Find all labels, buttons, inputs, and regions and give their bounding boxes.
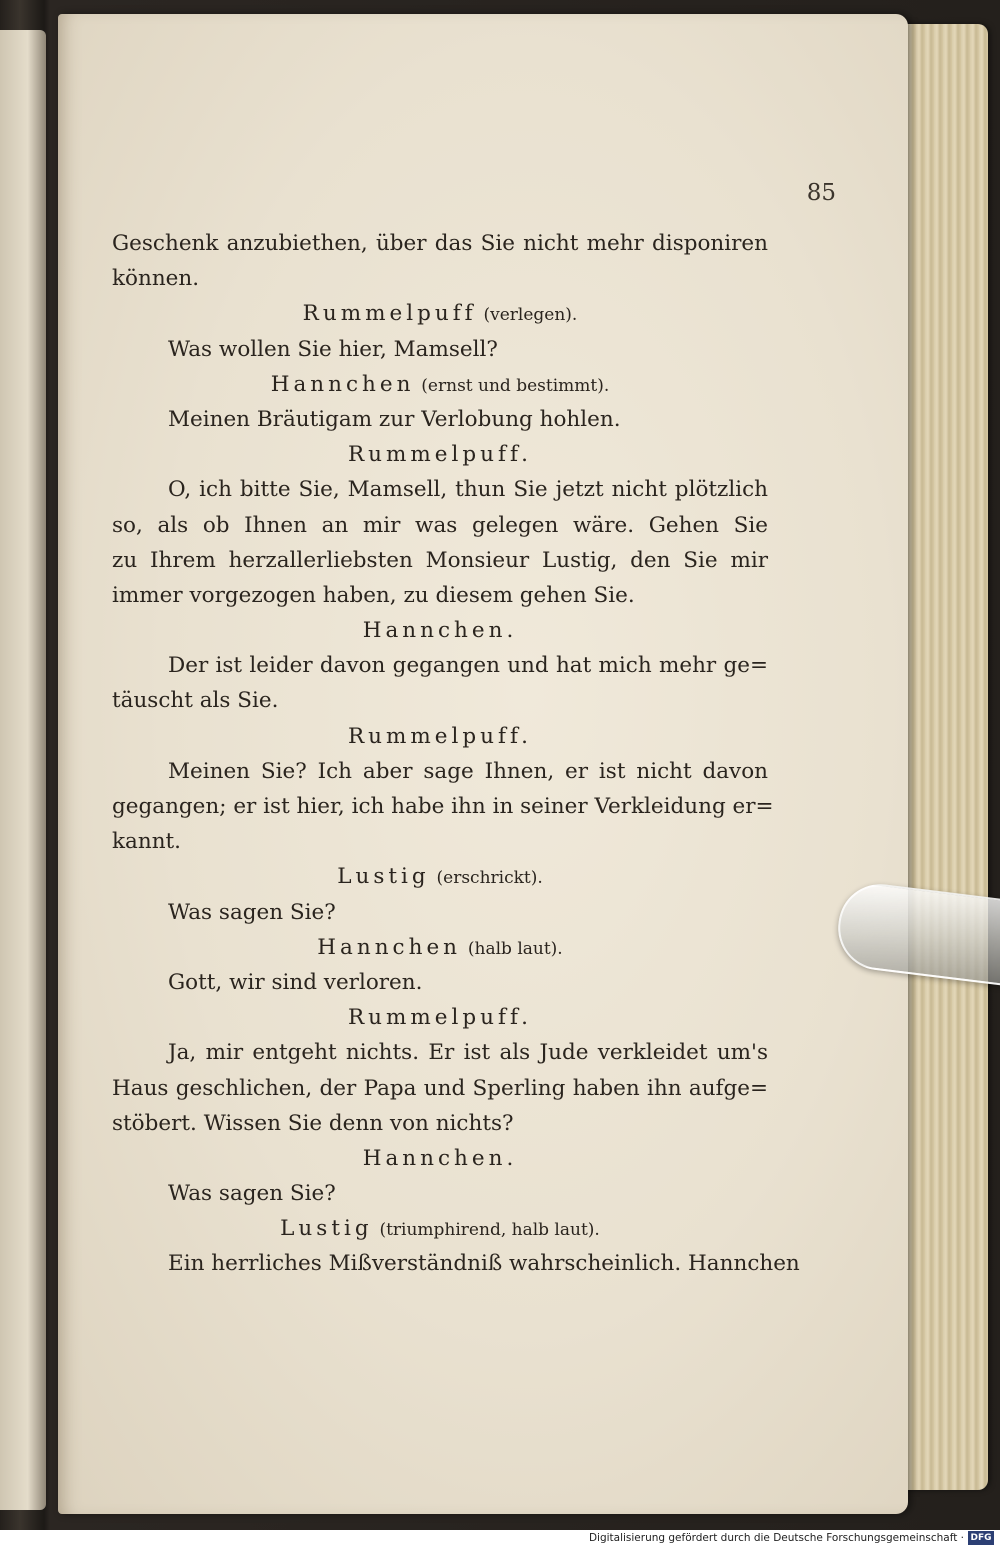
stage-direction: (ernst und bestimmt). — [421, 375, 610, 396]
stage-direction: (halb laut). — [467, 938, 563, 959]
text-line: täuscht als Sie. — [112, 688, 279, 714]
text-line: können. — [112, 266, 200, 292]
speaker-name: Hannchen — [317, 934, 462, 960]
stage-direction: (erschrickt). — [436, 868, 543, 889]
dfg-logo: DFG — [968, 1531, 994, 1545]
speaker-name: Rummelpuff. — [347, 1005, 532, 1031]
speaker-line — [112, 719, 768, 754]
text-line: stöbert. Wissen Sie denn von nichts? — [112, 1110, 514, 1136]
speaker-line — [112, 367, 768, 402]
speaker-line — [112, 930, 768, 965]
text-line: Meinen Sie? Ich aber sage Ihnen, er ist nicht davon — [168, 758, 768, 784]
text-line: immer vorgezogen haben, zu diesem gehen Sie. — [112, 582, 635, 608]
speaker-name: Rummelpuff. — [347, 442, 532, 468]
text-line: Gott, wir sind verloren. — [168, 969, 423, 995]
text-line: O, ich bitte Sie, Mamsell, thun Sie jetzt nicht plötzlich — [168, 477, 768, 503]
speaker-name: Lustig — [280, 1216, 373, 1242]
text-line: Ein herrliches Mißverständniß wahrscheinlich. Hannchen — [168, 1251, 800, 1277]
speaker-name: Hannchen — [270, 371, 415, 397]
speaker-line — [112, 613, 768, 648]
text-line: gegangen; er ist hier, ich habe ihn in seiner Verkleidung er= — [112, 794, 774, 819]
text-line: Geschenk anzubiethen, über das Sie nicht mehr disponiren — [112, 231, 768, 256]
text-line: Was sagen Sie? — [168, 1181, 336, 1207]
text-line: Was wollen Sie hier, Mamsell? — [168, 336, 498, 362]
speaker-line — [112, 437, 768, 472]
speaker-name: Rummelpuff — [302, 301, 477, 327]
speaker-name: Lustig — [337, 864, 430, 890]
footer-credit: Digitalisierung gefördert durch die Deutsche Forschungsgemeinschaft · — [588, 1532, 964, 1544]
speaker-line — [112, 1211, 768, 1246]
text-line: so, als ob Ihnen an mir was gelegen wäre. Gehen Sie — [112, 512, 768, 538]
speaker-name: Hannchen. — [362, 618, 518, 644]
text-line: Ja, mir entgeht nichts. Er ist als Jude verkleidet um's — [168, 1040, 768, 1066]
speaker-name: Rummelpuff. — [347, 723, 532, 749]
speaker-line — [112, 859, 768, 894]
text-block — [112, 226, 800, 1282]
text-line: kannt. — [112, 829, 182, 855]
text-line: Haus geschlichen, der Papa und Sperling haben ihn aufge= — [112, 1075, 768, 1101]
speaker-line — [112, 1000, 768, 1035]
left-page-edge — [0, 30, 46, 1510]
speaker-line — [112, 1141, 768, 1176]
stage-direction: (verlegen). — [483, 305, 578, 326]
text-line: Der ist leider davon gegangen und hat mich mehr ge= — [168, 653, 768, 679]
text-line: Was sagen Sie? — [168, 899, 336, 925]
stage-direction: (triumphirend, halb laut). — [379, 1220, 600, 1241]
text-line: Meinen Bräutigam zur Verlobung hohlen. — [168, 406, 621, 432]
speaker-name: Hannchen. — [362, 1145, 518, 1171]
page-number: 85 — [806, 180, 836, 206]
speaker-line — [112, 296, 768, 331]
text-line: zu Ihrem herzallerliebsten Monsieur Lustig, den Sie mir — [112, 547, 768, 573]
